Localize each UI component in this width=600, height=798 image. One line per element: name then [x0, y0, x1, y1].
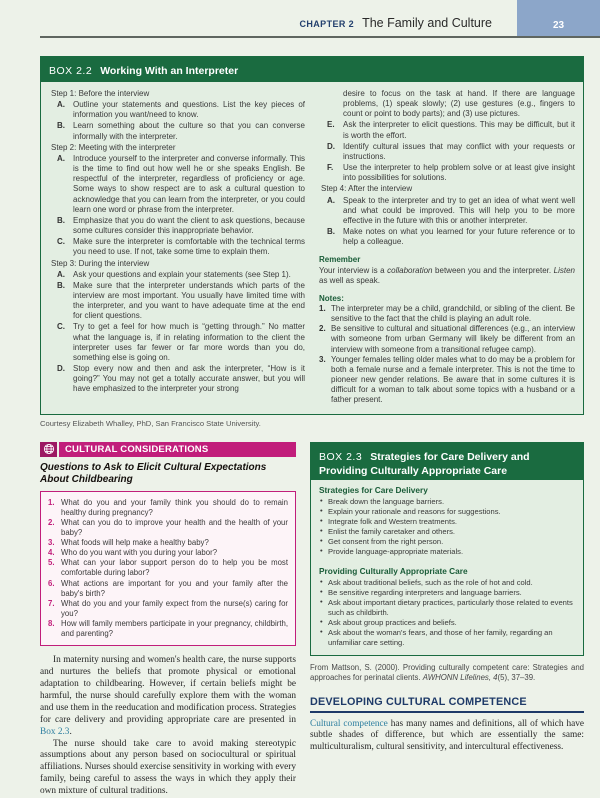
care-delivery-bullet: • Integrate folk and Western treatments. — [319, 517, 575, 527]
cultural-considerations-subtitle: Questions to Ask to Elicit Cultural Expectations About Childbearing — [40, 461, 267, 486]
running-head — [299, 14, 492, 32]
box-2-3-body — [311, 480, 583, 655]
item-letter: D. — [57, 364, 65, 374]
interpreter-step-item — [319, 227, 575, 247]
page-header — [40, 0, 584, 38]
care-delivery-bullet: • Break down the language barriers. — [319, 497, 575, 507]
item-letter: A. — [57, 153, 65, 163]
item-text: Outline your statements and questions. List the key pieces of information you want/need to know. — [73, 100, 305, 120]
interpreter-step-item — [319, 142, 575, 162]
paragraph-text: has many names and definitions, all of which have subtle shades of difference, but which are essentially the same: multiculturalism, cultural sensitivity, and intercultural effectiveness. — [310, 718, 584, 753]
appropriate-care-heading: Providing Culturally Appropriate Care — [319, 566, 468, 577]
question-item — [48, 619, 288, 639]
remember-italic: Listen — [553, 265, 575, 275]
chapter-label: CHAPTER 2 — [299, 19, 355, 29]
interpreter-step-item — [49, 364, 305, 394]
item-text: Step 2: Meeting with the interpreter — [51, 142, 176, 152]
item-letter: A. — [327, 195, 335, 205]
citation-text: (5), 37–39. — [497, 673, 536, 683]
care-delivery-heading: Strategies for Care Delivery — [319, 485, 428, 496]
header-rule — [40, 36, 600, 38]
note-number: 3. — [319, 354, 326, 364]
childbearing-questions-box — [40, 491, 296, 647]
item-text: Step 1: Before the interview — [51, 89, 150, 98]
note-item — [319, 304, 575, 324]
question-text: What actions are important for you and your family after the baby's birth? — [61, 578, 288, 598]
notes-heading: Notes: — [319, 293, 344, 303]
chapter-title: The Family and Culture — [362, 16, 492, 30]
question-item — [48, 498, 288, 518]
appropriate-care-bullet: • Ask about important dietary practices, particularly those related to events such as childbirth. — [319, 598, 575, 618]
remember-text: between you and the interpreter. — [432, 265, 554, 275]
question-number: 5. — [48, 558, 55, 568]
item-text: Introduce yourself to the interpreter and converse informally. This is the time to find out how well he or she speaks English. Be respectful of the interpreter, regardless of proficiency or age. Some ways to show respect are to ask a cultural question to acknowledge that you can learn from the interpreter, or you could learn one word or phrase from the interpreter. — [73, 153, 305, 214]
appropriate-care-bullet: • Ask about traditional beliefs, such as the role of hot and cold. — [319, 578, 575, 588]
question-text: Who do you want with you during your labor? — [61, 548, 218, 558]
page-number: 23 — [552, 20, 565, 31]
item-text: Speak to the interpreter and try to get an idea of what went well and what could be improved. This will help you to be more effective in the future with this or another interpreter. — [343, 195, 575, 225]
box-2-3 — [310, 442, 584, 657]
question-item — [48, 579, 288, 599]
question-item — [48, 518, 288, 538]
item-letter: A. — [57, 100, 65, 110]
interpreter-step-item — [319, 89, 575, 119]
question-text: What can you do to improve your health and the health of your baby? — [61, 517, 288, 537]
interpreter-step-item — [49, 143, 305, 153]
box-2-3-citation — [310, 663, 584, 683]
item-letter: D. — [327, 141, 335, 151]
question-number: 7. — [48, 598, 55, 608]
item-text: Identify cultural issues that may conflict with your requests or instructions. — [343, 141, 575, 161]
box-2-3-header — [311, 443, 583, 481]
question-item — [48, 558, 288, 578]
question-number: 1. — [48, 497, 55, 507]
interpreter-step-item — [319, 163, 575, 183]
interpreter-step-item — [49, 270, 305, 280]
lower-columns — [40, 442, 584, 798]
box-2-3-title-line2: Providing Culturally Appropriate Care — [319, 464, 508, 477]
question-number: 8. — [48, 619, 55, 629]
care-delivery-bullet: • Enlist the family caretaker and others. — [319, 527, 575, 537]
body-paragraph-1 — [40, 655, 296, 738]
interpreter-step-item — [319, 184, 575, 194]
remember-text: Your interview is a — [319, 265, 388, 275]
item-text: Use the interpreter to help problem solve or at least give insight into possibilities for solutions. — [343, 163, 575, 183]
item-letter: B. — [57, 121, 65, 131]
care-delivery-bullet: • Explain your rationale and reasons for suggestions. — [319, 507, 575, 517]
question-text: What do you and your family think you should do to remain healthy during pregnancy? — [61, 497, 288, 517]
box-2-2-label: BOX 2.2 — [49, 65, 93, 77]
citation-journal: AWHONN Lifelines, 4 — [422, 673, 498, 683]
item-text: Emphasize that you do want the client to ask questions, because some cultures consider this inappropriate behavior. — [73, 215, 305, 236]
box-2-2-body — [41, 82, 583, 414]
item-letter: B. — [57, 215, 65, 225]
item-text: Try to get a feel for how much is “getting through.” No matter what the language is, if in relating information to the client the interpreter uses far fewer or far more words than you do, something else is going on. — [73, 322, 305, 362]
box-2-3-crossref-link[interactable]: Box 2.3 — [40, 726, 70, 737]
item-letter: E. — [327, 120, 335, 130]
item-letter: C. — [57, 322, 65, 332]
item-text: Ask your questions and explain your statements (see Step 1). — [73, 269, 291, 279]
item-text: desire to focus on the task at hand. If there are language problems, (1) speak slowly; (2) use gestures (e.g., fingers to count or point to body parts); and (3) use pictures. — [343, 89, 575, 119]
question-number: 4. — [48, 548, 55, 558]
interpreter-step-item — [319, 196, 575, 226]
appropriate-care-bullet: • Be sensitive regarding interpreters and language barriers. — [319, 588, 575, 598]
left-column — [40, 442, 296, 798]
interpreter-step-item — [49, 89, 305, 99]
question-number: 3. — [48, 538, 55, 548]
note-text: Be sensitive to cultural and situational differences (e.g., an interview with someone from urban Germany will likely be different from an interview with someone from a transitional refugee camp). — [331, 324, 575, 354]
question-number: 6. — [48, 578, 55, 588]
cultural-competence-paragraph — [310, 719, 584, 755]
question-item — [48, 599, 288, 619]
appropriate-care-bullet: • Ask about the woman's fears, and those of her family, regarding an unfamiliar care setting. — [319, 628, 575, 648]
developing-cultural-competence-heading: DEVELOPING CULTURAL COMPETENCE — [310, 696, 584, 713]
item-text: Ask the interpreter to elicit questions. This may be difficult, but it is worth the effort. — [343, 120, 575, 140]
interpreter-step-item — [49, 237, 305, 257]
appropriate-care-bullet: • Ask about group practices and beliefs. — [319, 618, 575, 628]
item-text: Make notes on what you learned for your future reference or to help a colleague. — [343, 227, 575, 247]
globe-icon — [40, 442, 57, 457]
note-item — [319, 355, 575, 406]
item-letter: C. — [57, 237, 65, 247]
box-2-2-right-column — [319, 88, 575, 406]
item-letter: A. — [57, 269, 65, 279]
note-item — [319, 324, 575, 354]
note-number: 2. — [319, 324, 326, 334]
note-text: Younger females telling older males what to do may be a problem for both a female nurse and a female interpreter. This is not the time to pioneer new gender relations. Be aware that in some cultures it is difficult for a woman to talk about some topics with a husband or a father present. — [331, 354, 575, 405]
question-item — [48, 548, 288, 558]
citation-text: From Mattson, S. (2000). Providing culturally competent care: Strategies and approaches for perinatal clients. — [310, 663, 584, 683]
question-text: What do you and your family expect from the nurse(s) caring for you? — [61, 598, 288, 618]
box-2-3-title-line1: Strategies for Care Delivery and — [370, 450, 530, 463]
question-number: 2. — [48, 517, 55, 527]
box-2-2-header — [41, 57, 583, 82]
page-number-box — [517, 0, 600, 36]
box-2-2-credit: Courtesy Elizabeth Whalley, PhD, San Francisco State University. — [40, 418, 261, 428]
interpreter-step-item — [319, 120, 575, 140]
remember-italic: collaboration — [387, 265, 433, 275]
cultural-considerations-bar — [40, 442, 296, 457]
question-item — [48, 538, 288, 548]
remember-heading: Remember — [319, 255, 361, 265]
question-text: What can your labor support person do to help you be most comfortable during labor? — [61, 558, 288, 578]
interpreter-step-item — [49, 100, 305, 120]
item-letter: B. — [57, 280, 65, 290]
item-letter: B. — [327, 227, 335, 237]
interpreter-step-item — [49, 259, 305, 269]
item-text: Step 3: During the interview — [51, 258, 150, 268]
note-number: 1. — [319, 303, 326, 313]
item-text: Make sure that the interpreter understands which parts of the interview are most important. You usually have limited time with the interpreter, and you want to have adequate time at the end for client questions. — [73, 280, 305, 321]
care-delivery-bullet: • Get consent from the right person. — [319, 537, 575, 547]
item-letter: F. — [327, 163, 334, 173]
item-text: Learn something about the culture so that you can converse informally with the interpreter. — [73, 121, 305, 141]
remember-paragraph — [319, 266, 575, 286]
box-2-2-title: Working With an Interpreter — [100, 65, 239, 77]
body-paragraph-2: The nurse should take care to avoid making stereotypic assumptions about any person based on sociocultural or spiritual affiliations. Nurses should exercise sensitivity in working with every family, being careful to assess the ways in which they apply their own mixture of cultural traditions. — [40, 738, 296, 797]
cultural-considerations-heading: CULTURAL CONSIDERATIONS — [59, 442, 296, 457]
box-2-3-label: BOX 2.3 — [319, 450, 363, 463]
interpreter-step-item — [49, 154, 305, 215]
interpreter-step-item — [49, 281, 305, 322]
paragraph-text: . — [69, 726, 72, 737]
box-2-2-left-column — [49, 88, 305, 406]
question-text: How will family members participate in your pregnancy, childbirth, and parenting? — [61, 619, 288, 639]
interpreter-step-item — [49, 322, 305, 363]
box-2-2 — [40, 56, 584, 415]
note-text: The interpreter may be a child, grandchild, or sibling of the client. Be sensitive to the fact that the child is playing an adult role. — [331, 303, 575, 324]
question-text: What foods will help make a healthy baby? — [61, 538, 209, 548]
item-text: Stop every now and then and ask the interpreter, “How is it going?” You may not get a totally accurate answer, but you will have emphasized to the interpreter your strong — [73, 364, 305, 394]
right-column — [310, 442, 584, 798]
care-delivery-bullet: • Provide language-appropriate materials. — [319, 547, 575, 557]
interpreter-step-item — [49, 216, 305, 236]
item-text: Make sure the interpreter is comfortable with the technical terms you need to use. If not, take some time to explain them. — [73, 237, 305, 257]
cultural-competence-keyterm: Cultural competence — [310, 718, 388, 729]
item-text: Step 4: After the interview — [321, 184, 413, 194]
interpreter-step-item — [49, 121, 305, 141]
remember-text: as well as speak. — [319, 275, 380, 285]
paragraph-text: In maternity nursing and women's health care, the nurse supports and nurtures the beliefs that promote physical or emotional adaptation to childbearing. However, if certain beliefs might be harmful, the nurse should carefully explore them with the woman and use them in the reeducation and modification process. Strategies for care delivery and providing appropriate care are presented in — [40, 655, 296, 725]
